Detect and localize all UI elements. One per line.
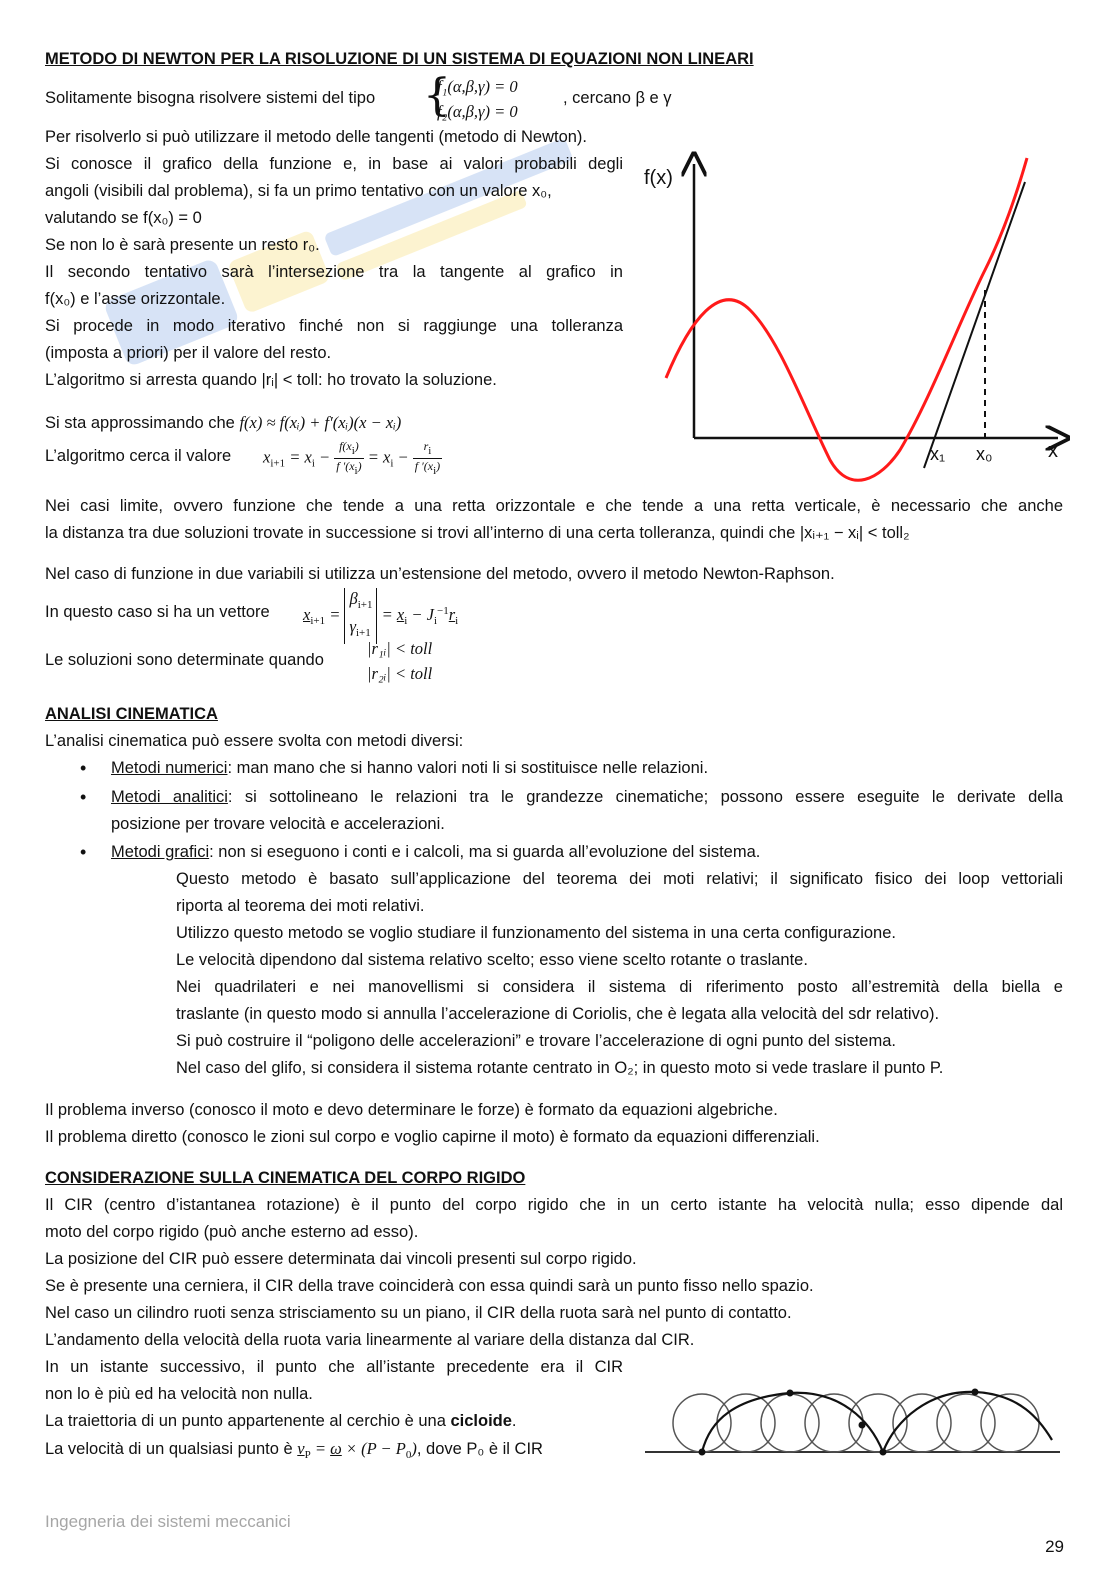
bullet-item: Metodi grafici: non si eseguono i conti e i calcoli, ma si guarda all’evoluzione del sistema. (111, 843, 761, 861)
velocity-line: La velocità di un qualsiasi punto è $v_P = \omega \times (P - P_0)$, dove P₀ è il CIR (45, 1439, 543, 1461)
text-line: valutando se f(x₀) = 0 (45, 209, 202, 227)
text-line: L’algoritmo si arresta quando |rᵢ| < toll: ho trovato la soluzione. (45, 371, 497, 389)
note-line: riporta al teorema dei moti relativi. (176, 897, 425, 915)
bullet-dot: • (80, 842, 87, 862)
text-line: Il CIR (centro d’istantanea rotazione) è il punto del corpo rigido che in un certo istante ha velocità nulla; esso dipende dal (45, 1196, 1063, 1214)
note-line: Questo metodo è basato sull’applicazione del teorema dei moti relativi; il significato fisico dei loop vettoriali (176, 870, 1063, 888)
text-line: Il problema inverso (conosco il moto e devo determinare le forze) è formato da equazioni algebriche. (45, 1101, 778, 1119)
cycloid-curve (702, 1392, 1052, 1452)
note-line: Nel caso del glifo, si considera il sistema rotante centrato in O₂; in questo moto si vede traslare il punto P. (176, 1059, 944, 1077)
text-line: non lo è più ed ha velocità non nulla. (45, 1385, 313, 1403)
newton-formula: $x_{i+1} = x_i$ − $\frac{f(xi)}{f '(xi)}$ = $x_i$ − $\frac{ri}{f '(xi)}$ (263, 439, 441, 477)
text-line: Si procede in modo iterativo finché non si raggiunge una tolleranza (45, 317, 623, 335)
x-axis-label: x (1048, 440, 1058, 462)
text-line: Il secondo tentativo sarà l’intersezione tra la tangente al grafico in (45, 263, 623, 281)
condition-1: |r₁ᵢ| < toll (367, 639, 433, 658)
note-line: traslante (in questo modo si annulla l’accelerazione di Coriolis, che è legata alla velocità del sdr relativo). (176, 1005, 940, 1023)
text-line: Nel caso un cilindro ruoti senza strisciamento su un piano, il CIR della ruota sarà nel punto di contatto. (45, 1304, 792, 1322)
algo-text: L’algoritmo cerca il valore (45, 447, 232, 465)
note-line: Le velocità dipendono dal sistema relativo scelto; esso viene scelto rotante o traslante. (176, 951, 808, 969)
cycloid-diagram (640, 1380, 1060, 1460)
text-line: Nei casi limite, ovvero funzione che tende a una retta orizzontale e che tende a una retta verticale, è necessario che anche (45, 497, 1063, 515)
text-line: angoli (visibili dal problema), si fa un primo tentativo con un valore x₀, (45, 182, 552, 200)
condition-2: |r₂ᵢ| < toll (367, 664, 433, 683)
approx-formula: f(x) ≈ f(xᵢ) + f′(xᵢ)(x − xᵢ) (239, 413, 402, 432)
bullet-dot: • (80, 787, 87, 807)
text-line: L’analisi cinematica può essere svolta con metodi diversi: (45, 732, 464, 750)
approx-text: Si sta approssimando che (45, 414, 235, 432)
bullet-dot: • (80, 758, 87, 778)
text-line: f(x₀) e l’asse orizzontale. (45, 290, 226, 308)
bullet-item: Metodi analitici: si sottolineano le relazioni tra le grandezze cinematiche; possono essere eseguite le derivate della (111, 788, 1063, 806)
system-brace: { (423, 70, 451, 121)
footer-title: Ingegneria dei sistemi meccanici (45, 1512, 291, 1531)
text-line: L’andamento della velocità della ruota varia linearmente al variare della distanza dal CIR. (45, 1331, 695, 1349)
text-line: Se è presente una cerniera, il CIR della trave coinciderà con essa quindi sarà un punto fisso nello spazio. (45, 1277, 814, 1295)
bullet-item-continuation: posizione per trovare velocità e accelerazioni. (111, 815, 445, 833)
text-line: Se non lo è sarà presente un resto r₀. (45, 236, 320, 254)
newton-method-graph (630, 150, 1070, 500)
vector-formula: $x_{i+1} = \beta_{i+1}$ $\gamma_{i+1} = x_i - J_i^{-1}r_i$ (303, 588, 458, 644)
text-line: (imposta a priori) per il valore del resto. (45, 344, 332, 362)
text-line: Nel caso di funzione in due variabili si utilizza un’estensione del metodo, ovvero il metodo Newton-Raphson. (45, 565, 835, 583)
text-line: Per risolverlo si può utilizzare il metodo delle tangenti (metodo di Newton). (45, 128, 588, 146)
y-axis-label: f(x) (644, 167, 673, 189)
page-number: 29 (1045, 1537, 1064, 1556)
text-line: Si conosce il grafico della funzione e, in base ai valori probabili degli (45, 155, 623, 173)
section-heading-kinematics: ANALISI CINEMATICA (45, 705, 218, 723)
vector-text: In questo caso si ha un vettore (45, 603, 270, 621)
cycloid-line: La traiettoria di un punto appartenente al cerchio è una cicloide. (45, 1412, 517, 1430)
x1-label: x₁ (930, 444, 946, 464)
approx-line (45, 409, 401, 437)
system-intro: Solitamente bisogna risolvere sistemi del tipo (45, 89, 376, 107)
solutions-text: Le soluzioni sono determinate quando (45, 651, 324, 669)
note-line: Si può costruire il “poligono delle accelerazioni” e trovare l’accelerazione di ogni punto del sistema. (176, 1032, 896, 1050)
note-line: Utilizzo questo metodo se voglio studiare il funzionamento del sistema in una certa configurazione. (176, 924, 896, 942)
system-eq1: f₁(α,β,γ) = 0 (437, 77, 518, 96)
tangent-line (924, 182, 1025, 468)
text-line: La posizione del CIR può essere determinata dai vincoli presenti sul corpo rigido. (45, 1250, 637, 1268)
text-line: la distanza tra due soluzioni trovate in successione si trovi all’interno di una certa tolleranza, quindi che |xᵢ₊₁ − xᵢ| < toll₂ (45, 524, 910, 542)
text-line: In un istante successivo, il punto che all’istante precedente era il CIR (45, 1358, 623, 1376)
function-curve (666, 158, 1027, 480)
note-line: Nei quadrilateri e nei manovellismi si considera il sistema di riferimento posto all’estremità della biella e (176, 978, 1063, 996)
section-heading-rigid-body: CONSIDERAZIONE SULLA CINEMATICA DEL CORPO RIGIDO (45, 1169, 526, 1187)
bullet-item: Metodi numerici: man mano che si hanno valori noti li si sostituisce nelle relazioni. (111, 759, 709, 777)
system-outro: , cercano β e γ (563, 89, 672, 107)
section-heading-newton: METODO DI NEWTON PER LA RISOLUZIONE DI UN SISTEMA DI EQUAZIONI NON LINEARI (45, 50, 754, 68)
velocity-formula: $v_P = \omega \times (P - P_0)$ (297, 1439, 417, 1461)
system-eq2: f₂(α,β,γ) = 0 (437, 102, 518, 121)
x0-label: x₀ (976, 444, 993, 464)
text-line: moto del corpo rigido (può anche esterno ad esso). (45, 1223, 419, 1241)
text-line: Il problema diretto (conosco le zioni sul corpo e voglio capirne il moto) è formato da equazioni differenziali. (45, 1128, 820, 1146)
